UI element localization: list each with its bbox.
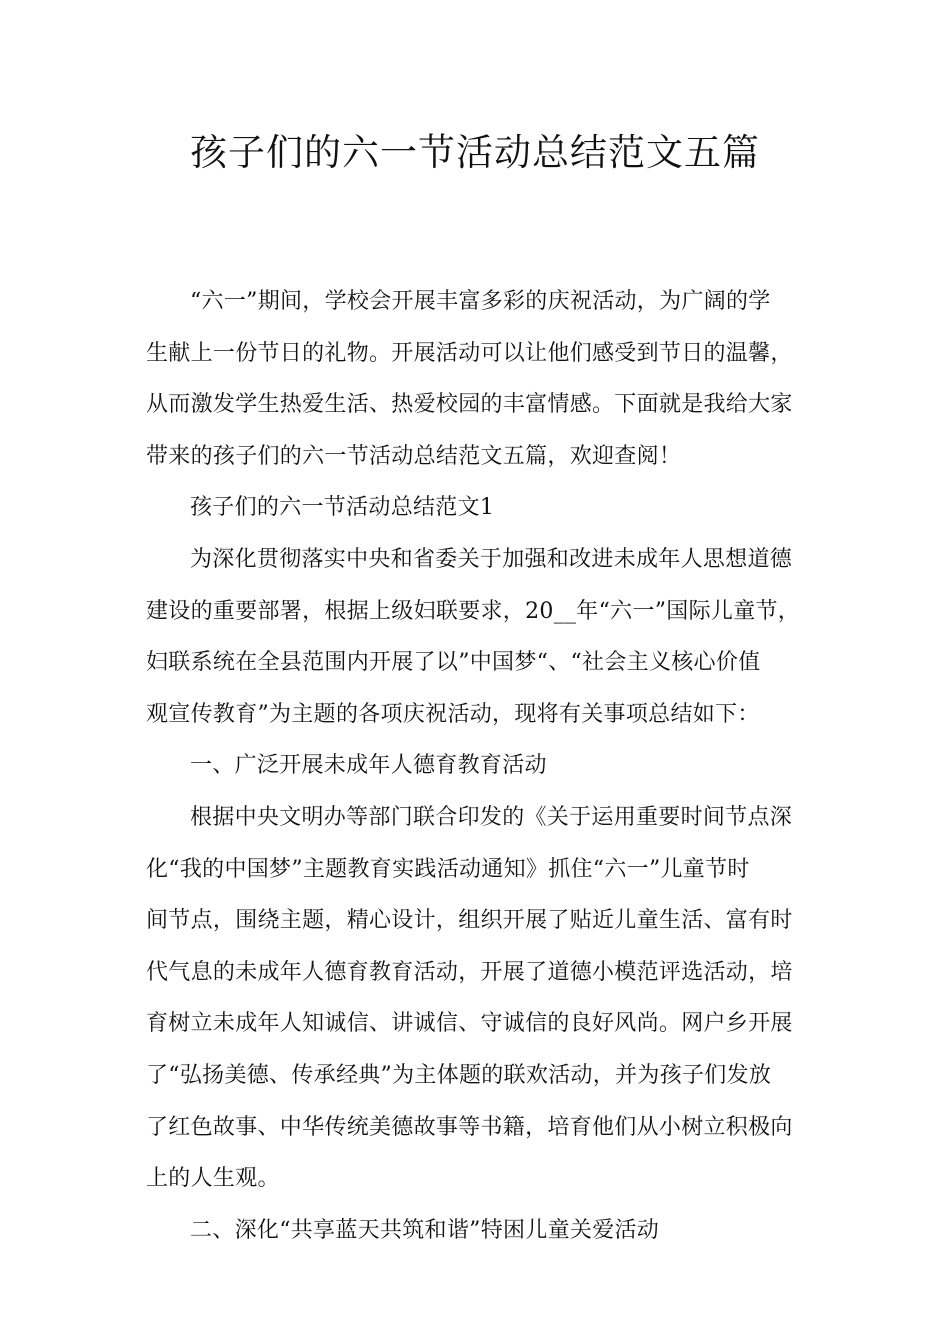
text-line: 育树立未成年人知诚信、讲诚信、守诚信的良好风尚。网户乡开展: [146, 1011, 793, 1037]
text-line: 建设的重要部署，根据上级妇联要求，20__年“六一”国际儿童节，: [146, 598, 801, 624]
text-line: 带来的孩子们的六一节活动总结范文五篇，欢迎查阅！: [146, 443, 682, 469]
text-line: 化“我的中国梦”主题教育实践活动通知》抓住“六一”儿童节时: [146, 856, 750, 882]
text-line: 间节点，围绕主题，精心设计，组织开展了贴近儿童生活、富有时: [146, 908, 793, 934]
document-body: [146, 284, 826, 1264]
text-line: 观宣传教育”为主题的各项庆祝活动，现将有关事项总结如下：: [146, 701, 760, 727]
text-line: “六一”期间，学校会开展丰富多彩的庆祝活动，为广阔的学: [190, 289, 771, 314]
text-line: 生献上一份节日的礼物。开展活动可以让他们感受到节日的温馨，: [146, 340, 793, 366]
text-line: 为深化贯彻落实中央和省委关于加强和改进未成年人思想道德: [190, 546, 793, 572]
text-line: 了“弘扬美德、传承经典”为主体题的联欢活动，并为孩子们发放: [146, 1062, 772, 1088]
text-line: 妇联系统在全县范围内开展了以”中国梦“、“社会主义核心价值: [146, 650, 761, 676]
text-line: 了红色故事、中华传统美德故事等书籍，培育他们从小树立积极向: [146, 1114, 793, 1140]
text-line: 一、广泛开展未成年人德育教育活动: [190, 753, 547, 779]
text-line: 根据中央文明办等部门联合印发的《关于运用重要时间节点深: [190, 804, 793, 830]
text-line: 从而激发学生热爱生活、热爱校园的丰富情感。下面就是我给大家: [146, 392, 793, 418]
document-title: 孩子们的六一节活动总结范文五篇: [190, 131, 760, 174]
text-line: 孩子们的六一节活动总结范文1: [190, 495, 495, 521]
text-line: 代气息的未成年人德育教育活动，开展了道德小模范评选活动，培: [146, 959, 793, 985]
text-line: 上的人生观。: [146, 1166, 280, 1192]
text-line: 二、深化“共享蓝天共筑和谐”特困儿童关爱活动: [190, 1217, 660, 1243]
